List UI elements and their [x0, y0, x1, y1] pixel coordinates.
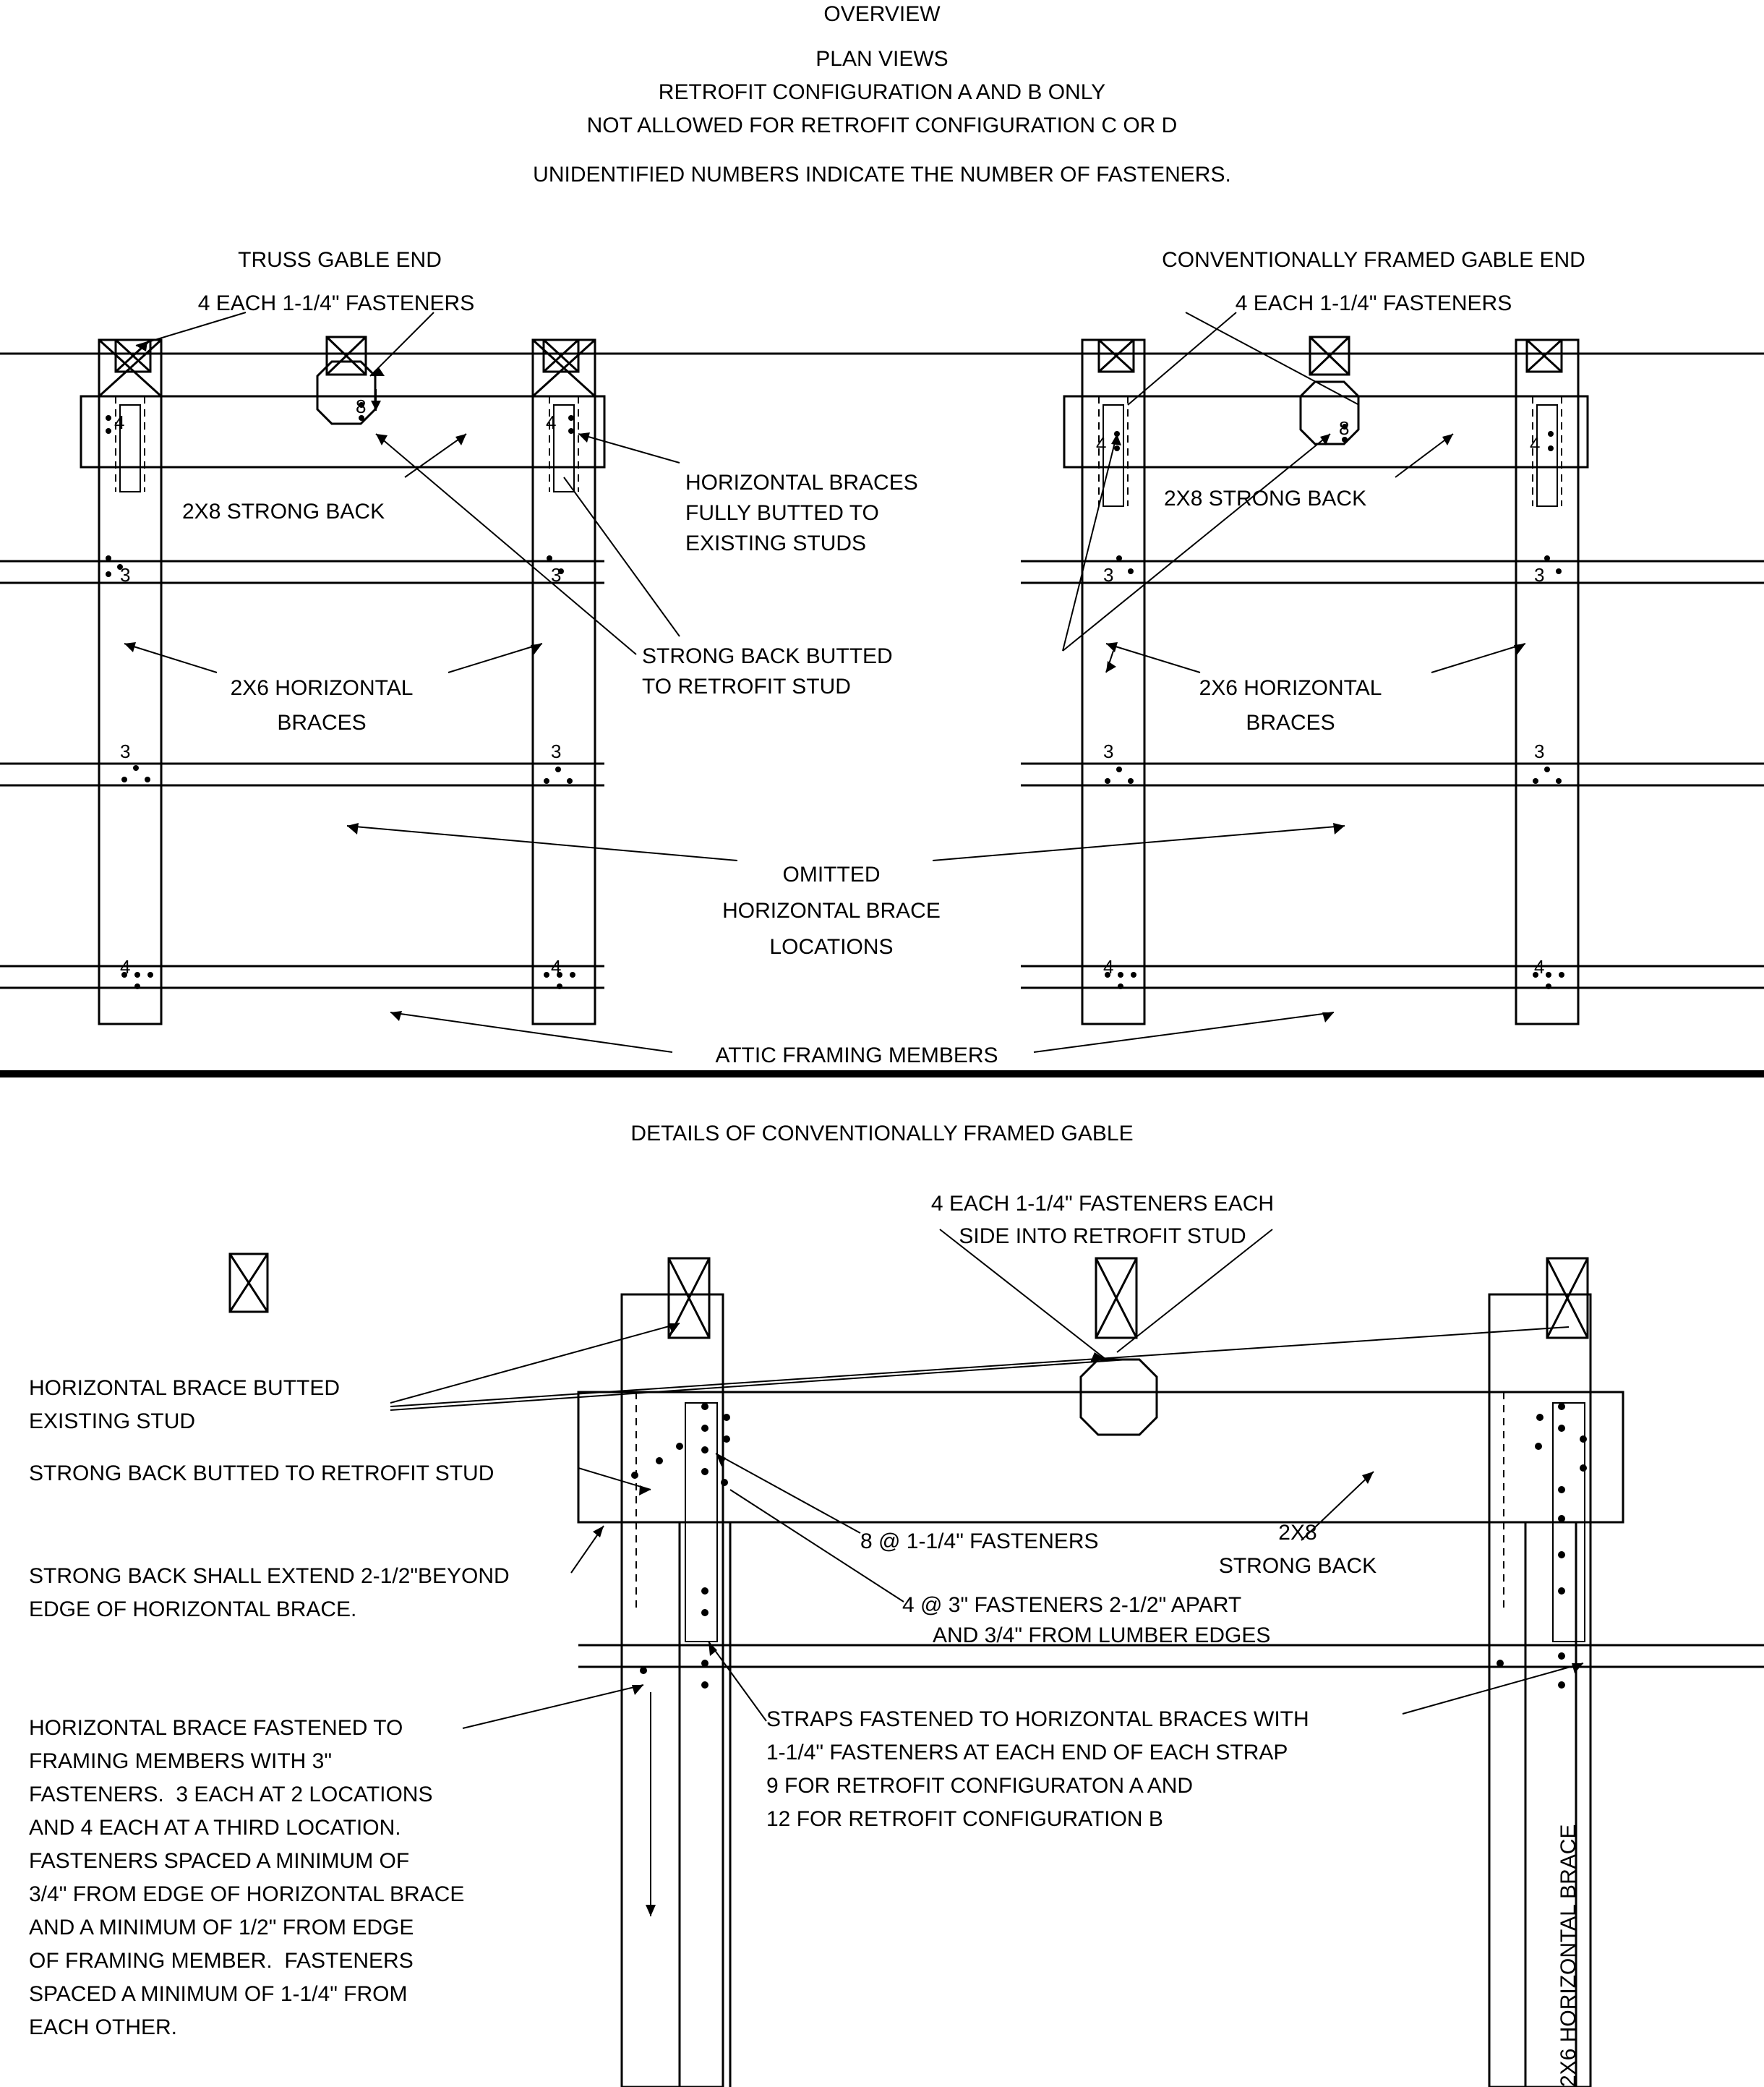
omitted-line-2: HORIZONTAL BRACE [722, 899, 941, 923]
details-left-note-1b: EXISTING STUD [29, 1409, 196, 1433]
details-left-note-3a: STRONG BACK SHALL EXTEND 2-1/2"BEYOND [29, 1564, 510, 1588]
left-plan-strong-back-label: 2X8 STRONG BACK [182, 500, 385, 524]
right-plan-strong-back-label: 2X8 STRONG BACK [1164, 487, 1367, 511]
header-line-3: NOT ALLOWED FOR RETROFIT CONFIGURATION C OR D [586, 114, 1178, 137]
details-left-note-3b: EDGE OF HORIZONTAL BRACE. [29, 1597, 357, 1621]
details-strong-back-2: STRONG BACK [1218, 1554, 1377, 1578]
fastener-count-right-mid2-right: 3 [1534, 741, 1545, 762]
left-plan-2x6-label-2: BRACES [277, 711, 367, 735]
details-left-note-1a: HORIZONTAL BRACE BUTTED [29, 1376, 341, 1400]
fastener-count-left-bot-right: 4 [551, 956, 562, 978]
strap-note-2: 9 FOR RETROFIT CONFIGURATON A AND [766, 1774, 1194, 1798]
details-strong-back-1: 2X8 [1278, 1521, 1317, 1545]
fastener-count-left-top-right: 4 [546, 411, 557, 433]
fastener-count-right-mid1-left: 3 [1103, 564, 1114, 586]
fastener-count-right-bot-right: 4 [1534, 956, 1545, 978]
fastener-count-left-top-center: 8 [356, 396, 367, 417]
left-plan-2x6-label-1: 2X6 HORIZONTAL [230, 676, 414, 700]
fastener-count-left-mid2-left: 3 [120, 741, 131, 762]
details-paragraph-8: SPACED A MINIMUM OF 1-1/4" FROM [29, 1982, 408, 2006]
details-center-note-2b: AND 3/4" FROM LUMBER EDGES [933, 1623, 1271, 1647]
details-paragraph-1: FRAMING MEMBERS WITH 3" [29, 1749, 332, 1773]
strap-note-0: STRAPS FASTENED TO HORIZONTAL BRACES WITH [766, 1707, 1309, 1731]
omitted-line-3: LOCATIONS [769, 935, 894, 959]
right-plan-fasteners-note: 4 EACH 1-1/4" FASTENERS [1235, 291, 1512, 315]
fastener-count-left-mid2-right: 3 [551, 741, 562, 762]
strap-note-1: 1-1/4" FASTENERS AT EACH END OF EACH STRAP [766, 1741, 1288, 1764]
right-plan-2x6-label-1: 2X6 HORIZONTAL [1199, 676, 1382, 700]
fastener-count-right-mid1-right: 3 [1534, 564, 1545, 586]
callout-fully-butted-2: FULLY BUTTED TO [685, 501, 879, 525]
details-paragraph-2: FASTENERS. 3 EACH AT 2 LOCATIONS [29, 1783, 433, 1806]
header-line-1: PLAN VIEWS [815, 47, 949, 71]
fastener-count-left-top-left: 4 [114, 411, 125, 433]
details-paragraph-6: AND A MINIMUM OF 1/2" FROM EDGE [29, 1916, 414, 1939]
left-plan-title: TRUSS GABLE END [238, 248, 442, 272]
page-title: OVERVIEW [823, 2, 941, 26]
details-left-note-2: STRONG BACK BUTTED TO RETROFIT STUD [29, 1461, 494, 1485]
fastener-count-left-bot-left: 4 [120, 956, 131, 978]
details-paragraph-3: AND 4 EACH AT A THIRD LOCATION. [29, 1816, 401, 1840]
header-line-4: UNIDENTIFIED NUMBERS INDICATE THE NUMBER OF FASTENERS. [533, 163, 1231, 187]
details-paragraph-5: 3/4" FROM EDGE OF HORIZONTAL BRACE [29, 1882, 465, 1906]
callout-strongback-butted-2: TO RETROFIT STUD [642, 675, 851, 699]
details-center-note-1: 8 @ 1-1/4" FASTENERS [860, 1529, 1099, 1553]
details-paragraph-0: HORIZONTAL BRACE FASTENED TO [29, 1716, 403, 1740]
callout-fully-butted-1: HORIZONTAL BRACES [685, 471, 918, 495]
callout-strongback-butted-1: STRONG BACK BUTTED [642, 644, 893, 668]
fastener-count-right-mid2-left: 3 [1103, 741, 1114, 762]
right-plan-2x6-label-2: BRACES [1246, 711, 1335, 735]
details-vertical-label: 2X6 HORIZONTAL BRACE [1557, 1824, 1580, 2087]
left-plan-fasteners-note: 4 EACH 1-1/4" FASTENERS [197, 291, 475, 315]
details-top-note-1: 4 EACH 1-1/4" FASTENERS EACH [930, 1192, 1275, 1216]
omitted-line-1: OMITTED [782, 863, 881, 887]
details-paragraph-9: EACH OTHER. [29, 2015, 178, 2039]
details-paragraph-4: FASTENERS SPACED A MINIMUM OF [29, 1849, 410, 1873]
fastener-count-right-bot-left: 4 [1103, 956, 1114, 978]
header-line-2: RETROFIT CONFIGURATION A AND B ONLY [658, 80, 1106, 104]
strap-note-3: 12 FOR RETROFIT CONFIGURATION B [766, 1807, 1163, 1831]
details-center-note-2a: 4 @ 3" FASTENERS 2-1/2" APART [902, 1593, 1242, 1617]
fastener-count-right-top-right: 4 [1530, 433, 1541, 455]
details-top-note-2: SIDE INTO RETROFIT STUD [959, 1224, 1246, 1248]
right-plan-title: CONVENTIONALLY FRAMED GABLE END [1162, 248, 1585, 272]
fastener-count-left-mid1-left: 3 [120, 564, 131, 586]
fastener-count-left-mid1-right: 3 [551, 564, 562, 586]
details-title: DETAILS OF CONVENTIONALLY FRAMED GABLE [630, 1122, 1134, 1145]
fastener-count-right-top-center: 8 [1339, 417, 1350, 439]
attic-framing-label: ATTIC FRAMING MEMBERS [715, 1044, 998, 1067]
callout-fully-butted-3: EXISTING STUDS [685, 532, 867, 555]
details-paragraph-7: OF FRAMING MEMBER. FASTENERS [29, 1949, 414, 1973]
fastener-count-right-top-left: 4 [1096, 433, 1107, 455]
